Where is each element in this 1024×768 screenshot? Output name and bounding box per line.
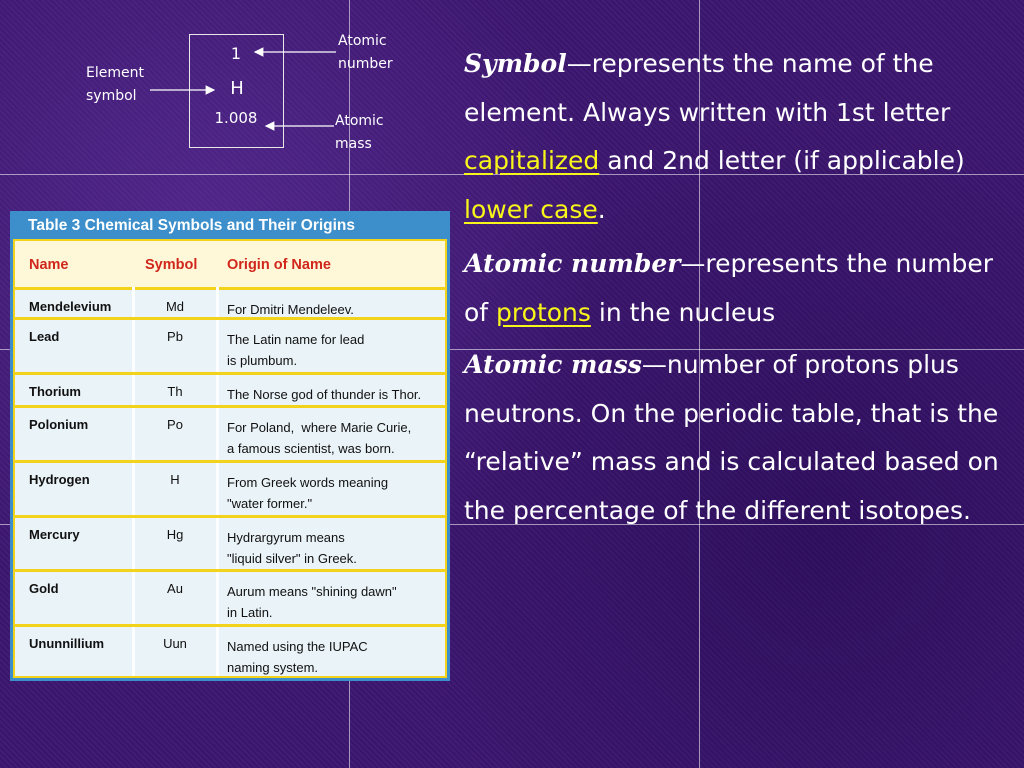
header-symbol: Symbol bbox=[145, 257, 198, 273]
symbol-definition: Symbol—represents the name of the element. Always written with 1st letter capitalized and 2nd letter (if applicable) lower case. bbox=[464, 49, 965, 224]
atomic-number-label: Atomic number bbox=[338, 33, 393, 72]
atomic-number-definition: Atomic number—represents the number of protons in the nucleus bbox=[464, 249, 994, 327]
highlight-lower-case: lower case bbox=[464, 194, 598, 224]
table-title: Table 3 Chemical Symbols and Their Origins bbox=[28, 217, 356, 234]
atomic-number-term: Atomic number bbox=[464, 249, 681, 278]
table-row: Lead Pb The Latin name for lead is plumbum. bbox=[15, 320, 445, 375]
table-row: Polonium Po For Poland, where Marie Curie, a famous scientist, was born. bbox=[15, 408, 445, 463]
highlight-protons: protons bbox=[496, 297, 591, 327]
highlight-capitalized: capitalized bbox=[464, 146, 600, 175]
header-origin: Origin of Name bbox=[227, 257, 331, 273]
table-header-row bbox=[15, 241, 445, 290]
definitions-text bbox=[464, 40, 1019, 535]
atomic-mass-value: 1.008 bbox=[214, 109, 258, 127]
table-row: Thorium Th The Norse god of thunder is Thor. bbox=[15, 375, 445, 408]
element-symbol-value: H bbox=[230, 78, 244, 99]
table-row: Mercury Hg Hydrargyrum means "liquid silver" in Greek. bbox=[15, 518, 445, 572]
atomic-number-value: 1 bbox=[230, 44, 242, 63]
atomic-mass-definition: Atomic mass—number of protons plus neutrons. On the periodic table, that is the “relative” mass and is calculated based on the percentage of the different isotopes. bbox=[464, 350, 999, 525]
symbol-term: Symbol bbox=[464, 49, 567, 78]
table-row: Hydrogen H From Greek words meaning "water former." bbox=[15, 463, 445, 518]
chemical-symbols-table bbox=[10, 211, 450, 681]
atomic-mass-label: Atomic mass bbox=[335, 113, 384, 152]
table-row: Gold Au Aurum means "shining dawn" in Latin. bbox=[15, 572, 445, 627]
header-name: Name bbox=[29, 257, 69, 273]
table-body bbox=[13, 239, 447, 678]
atomic-mass-term: Atomic mass bbox=[464, 350, 642, 379]
table-row: Mendelevium Md For Dmitri Mendeleev. bbox=[15, 290, 445, 320]
element-symbol-label: Element symbol bbox=[86, 65, 144, 104]
table-row: Ununnillium Uun Named using the IUPAC naming system. bbox=[29, 636, 368, 675]
